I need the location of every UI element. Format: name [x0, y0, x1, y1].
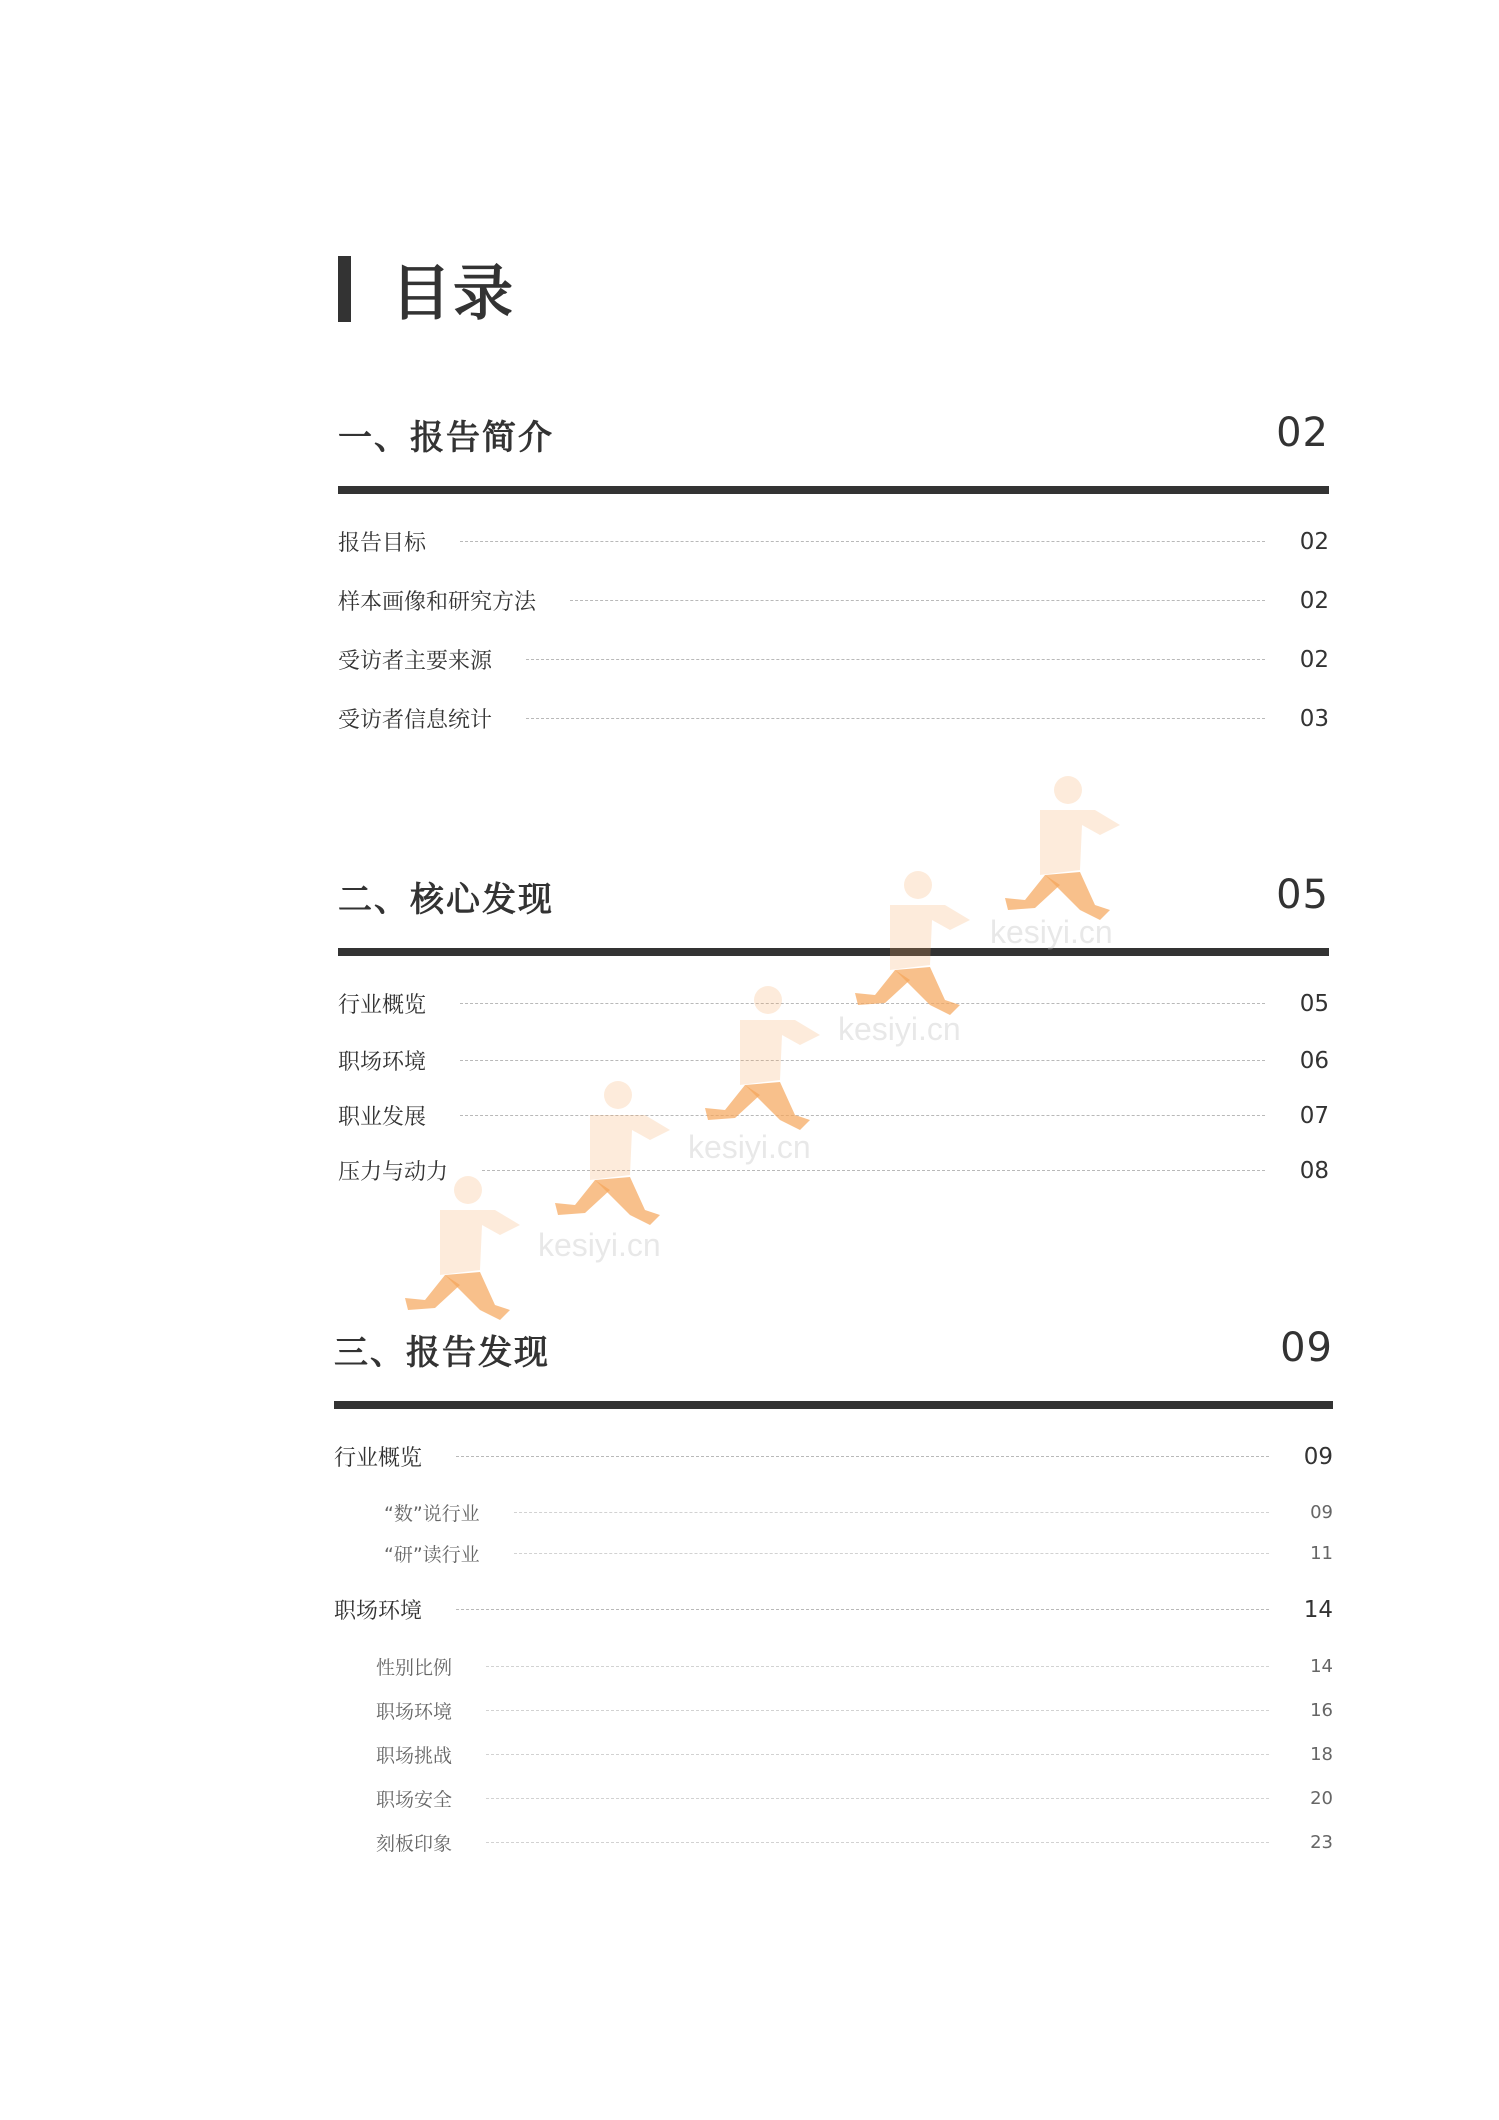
- entry-label: 行业概览: [334, 1446, 423, 1471]
- subentry-label: 刻板印象: [376, 1833, 453, 1855]
- entry-page-number: 07: [1299, 1102, 1329, 1129]
- watermark-runner-icon: [405, 1176, 520, 1320]
- entry-page-number: 03: [1299, 705, 1329, 732]
- entry-page-number: 02: [1299, 587, 1329, 614]
- watermark-text: kesiyi.cn: [538, 1227, 661, 1263]
- entry-page-number: 08: [1299, 1157, 1329, 1184]
- entry-label: 职场环境: [334, 1599, 423, 1624]
- entry-page-number: 09: [1303, 1443, 1333, 1470]
- watermark-runner-icon: [555, 1081, 670, 1225]
- subentry-page-number: 16: [1310, 1700, 1333, 1721]
- section-page-number: 09: [1280, 1325, 1333, 1371]
- section-title: 三、报告发现: [334, 1333, 550, 1373]
- subentry-page-number: 18: [1310, 1744, 1333, 1765]
- entry-label: 职业发展: [338, 1105, 427, 1130]
- page-title: 目录: [391, 259, 515, 329]
- entry-label: 受访者信息统计: [338, 708, 493, 733]
- section-title: 一、报告简介: [338, 418, 554, 458]
- entry-page-number: 06: [1299, 1047, 1329, 1074]
- entry-label: 受访者主要来源: [338, 649, 493, 674]
- section-page-number: 05: [1276, 872, 1329, 918]
- watermark-runner-icon: [1005, 776, 1120, 920]
- subentry-label: 职场环境: [376, 1701, 453, 1723]
- entry-page-number: 02: [1299, 646, 1329, 673]
- entry-label: 行业概览: [338, 993, 427, 1018]
- entry-label: 报告目标: [338, 531, 427, 556]
- subentry-page-number: 23: [1310, 1832, 1333, 1853]
- watermark-text: kesiyi.cn: [838, 1011, 961, 1047]
- watermark-text: kesiyi.cn: [688, 1129, 811, 1165]
- watermark-text: kesiyi.cn: [990, 914, 1113, 950]
- subentry-page-number: 09: [1310, 1502, 1333, 1523]
- entry-label: 职场环境: [338, 1050, 427, 1075]
- subentry-label: 职场挑战: [376, 1745, 453, 1767]
- entry-label: 样本画像和研究方法: [338, 590, 537, 615]
- subentry-label: “研”读行业: [384, 1544, 480, 1566]
- section-page-number: 02: [1276, 410, 1329, 456]
- watermark-runner-icon: [855, 871, 970, 1015]
- subentry-label: “数”说行业: [384, 1503, 480, 1525]
- entry-page-number: 05: [1299, 990, 1329, 1017]
- entry-page-number: 14: [1303, 1596, 1333, 1623]
- subentry-page-number: 14: [1310, 1656, 1333, 1677]
- subentry-label: 职场安全: [376, 1789, 453, 1811]
- subentry-label: 性别比例: [376, 1657, 453, 1679]
- subentry-page-number: 11: [1310, 1543, 1333, 1564]
- entry-page-number: 02: [1299, 528, 1329, 555]
- section-title: 二、核心发现: [338, 880, 554, 920]
- entry-label: 压力与动力: [338, 1160, 449, 1185]
- watermark-runner-icon: [705, 986, 820, 1130]
- subentry-page-number: 20: [1310, 1788, 1333, 1809]
